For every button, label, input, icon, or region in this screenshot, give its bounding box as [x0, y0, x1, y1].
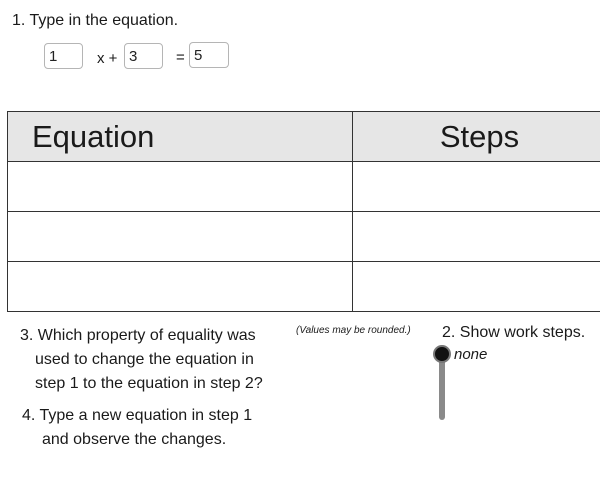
equation-cell — [8, 162, 353, 212]
x-plus-text: x + — [97, 50, 118, 67]
table-row — [8, 212, 600, 262]
steps-slider-thumb[interactable] — [433, 345, 451, 363]
question-4 — [22, 404, 252, 452]
steps-header: Steps — [353, 112, 600, 162]
rounding-note: (Values may be rounded.) — [296, 325, 411, 336]
table-row — [8, 162, 600, 212]
steps-cell — [353, 212, 600, 262]
question-1-label: 1. Type in the equation. — [12, 12, 179, 29]
steps-table — [7, 111, 600, 312]
question-3 — [20, 324, 263, 396]
question-2-label: 2. Show work steps. — [442, 324, 586, 341]
constant-input[interactable] — [124, 43, 163, 69]
steps-cell — [353, 262, 600, 312]
equation-cell — [8, 212, 353, 262]
question-4-line-2: and observe the changes. — [42, 431, 227, 448]
question-4-line-1: 4. Type a new equation in step 1 — [22, 407, 253, 424]
table-header-row — [8, 112, 600, 162]
steps-cell — [353, 162, 600, 212]
equation-header: Equation — [8, 112, 353, 162]
question-3-line-2: used to change the equation in — [35, 351, 254, 368]
coefficient-input[interactable] — [44, 43, 83, 69]
question-3-line-3: step 1 to the equation in step 2? — [35, 375, 263, 392]
table-row — [8, 262, 600, 312]
equals-sign: = — [176, 49, 185, 66]
result-input[interactable] — [189, 42, 229, 68]
equation-cell — [8, 262, 353, 312]
question-3-line-1: 3. Which property of equality was — [20, 327, 256, 344]
steps-slider-value: none — [454, 346, 488, 363]
